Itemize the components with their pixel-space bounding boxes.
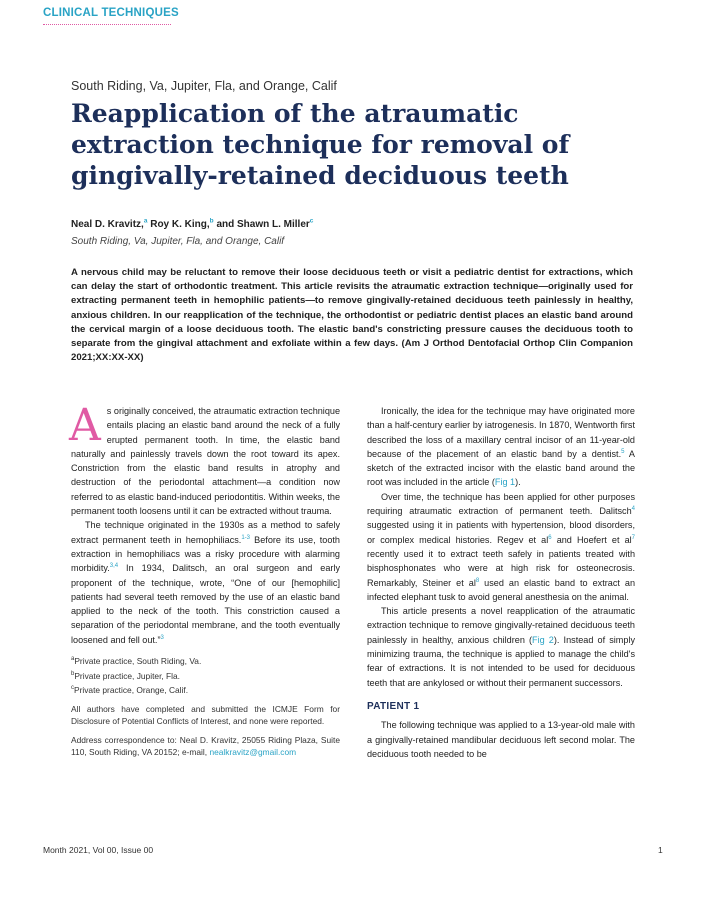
- author-name: Neal D. Kravitz,: [71, 219, 144, 230]
- author-name: and Shawn L. Miller: [216, 219, 310, 230]
- citation-link[interactable]: 3,4: [109, 563, 119, 570]
- author-affiliation: South Riding, Va, Jupiter, Fla, and Orange, Calif: [71, 236, 285, 247]
- body-paragraph: The following technique was applied to a 13-year-old male with a gingivally-retained mandibular deciduous left second molar. The deciduous tooth needed to be: [367, 720, 635, 759]
- section-divider: [43, 24, 171, 25]
- abstract: A nervous child may be reluctant to remove their loose deciduous teeth or visit a pediatric dentist for extractions, which can delay the start of orthodontic treatment. This article revisits the atraumatic extraction technique—originally used for extracting permanent teeth in hemophilic patients—to remove gingivally-retained deciduous teeth painlessly in healthy, anxious children. In our reapplication of the technique, the orthodontist or pediatric dentist places an elastic band around the cervical margin of a loose deciduous tooth. The elastic band's constricting pressure causes the deciduous tooth to separate from the gingival attachment and exfoliate within a few days. (Am J Orthod Dentofacial Orthop Clin Companion 2021;XX:XX-XX): [71, 267, 633, 364]
- footnote: $^b$Private practice, Jupiter, Fla.: [71, 670, 181, 681]
- body-paragraph: Over time, the technique has been applied for other purposes requiring atraumatic extraction of permanent teeth. Dalitsch$^4$ suggested using it in patients with hypertension, blood disorders, or complex medical histories. Regev et al$^6$ and Hoefert et al$^7$ recently used it to extract teeth safely in patients treated with bisphosphonates who were at high risk for osteonecrosis. Remarkably, Steiner et al$^8$ used an elastic band to extract an infected elephant tusk to avoid general anesthesia on the animal.: [367, 491, 636, 602]
- body-paragraph: This article presents a novel reapplication of the atraumatic extraction technique to remove gingivally-retained deciduous teeth painlessly in healthy, anxious children (Fig 2). Instead of simply minimizing trauma, the technique is applied to manage the child's fear of extractions. It is not intended to be used for deciduous teeth that are ankylosed or without their permanent successors.: [367, 606, 635, 688]
- citation-link[interactable]: 3: [160, 634, 164, 641]
- body-paragraph: Ironically, the idea for the technique may have originated more than a half-century earlier by iatrogenesis. In 1870, Wentworth first described the loss of a maxillary central incisor of an 11-year-old because of the placement of an elastic band by a dentist.$^5$ A sketch of the extracted incisor with the elastic band around the root was included in the article (Fig 1).: [367, 406, 636, 488]
- citation-link[interactable]: 8: [475, 577, 480, 584]
- footnotes: [71, 655, 340, 759]
- body-column-left: [69, 400, 340, 761]
- issue-info: Month 2021, Vol 00, Issue 00: [43, 845, 154, 855]
- figure-link[interactable]: Fig 1: [494, 477, 516, 488]
- author-name: Roy K. King,: [150, 219, 210, 230]
- footnote: $^a$Private practice, South Riding, Va.: [71, 656, 202, 667]
- body-column-right: [367, 404, 635, 761]
- page-number: 1: [658, 845, 663, 855]
- citation-link[interactable]: 5: [621, 448, 625, 455]
- body-paragraph: The technique originated in the 1930s as a method to safely extract permanent teeth in hemophiliacs.$^{1-3}$ Before its use, tooth extraction in hemophiliacs was a risky procedure with alarming morbidity.$^{3,4}$ In 1934, Dalitsch, an oral surgeon and early proponent of the technique, wrote, “One of our [hemophilic] patients had several teeth removed by the use of an elastic band applied to the neck of the tooth. This constriction caused a separation of the periodontal membrane, and the tooth eventually loosened and fell out.”$^3$: [71, 520, 340, 645]
- footnote: $^c$Private practice, Orange, Calif.: [71, 685, 189, 696]
- author-sup: c: [309, 217, 314, 225]
- section-heading: PATIENT 1: [367, 700, 420, 712]
- citation-link[interactable]: 7: [631, 534, 636, 541]
- citation-link[interactable]: 4: [631, 506, 635, 513]
- citation-link[interactable]: 6: [548, 534, 552, 541]
- author-list: [71, 219, 313, 230]
- disclosure-note: All authors have completed and submitted the ICMJE Form for Disclosure of Potential Conflicts of Interest, and none were reported.: [71, 703, 340, 727]
- author-sup: b: [209, 217, 214, 225]
- body-paragraph: As originally conceived, the atraumatic extraction technique entails placing an elastic band around the neck of a fully erupted permanent tooth. In time, the elastic band naturally and painlessly travels down the root toward its apex. Constriction from the elastic band results in atrophy and destruction of the periodontal attachment—a condition now referred to as elastic band-induced periodontitis. Within weeks, the permanent tooth loosens until it can be extracted without trauma.: [69, 400, 340, 517]
- correspondence-note: Address correspondence to: Neal D. Kravitz, 25055 Riding Plaza, Suite 110, South Riding, VA 20152; e-mail, nealkravitz@gmail.com: [71, 734, 340, 758]
- author-sup: a: [143, 217, 148, 225]
- drop-cap: A: [69, 400, 101, 451]
- article-locale: South Riding, Va, Jupiter, Fla, and Orange, Calif: [71, 79, 337, 93]
- figure-link[interactable]: Fig 2: [532, 634, 554, 645]
- article-title: Reapplication of the atraumatic extraction technique for removal of gingivally-retained deciduous teeth: [71, 99, 570, 190]
- citation-link[interactable]: 1-3: [241, 534, 251, 541]
- section-label: CLINICAL TECHNIQUES: [43, 7, 179, 19]
- email-link[interactable]: nealkravitz@gmail.com: [209, 747, 297, 758]
